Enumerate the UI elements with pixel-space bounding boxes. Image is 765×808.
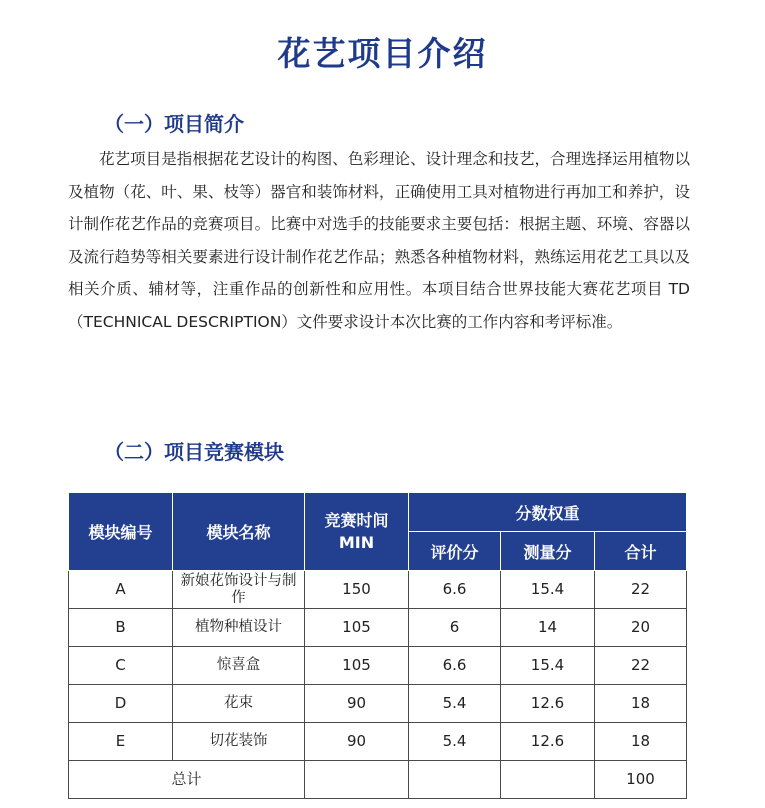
cell-measure: 12.6 [501,723,595,761]
page-title: 花艺项目介绍 [277,34,488,73]
cell-code: E [69,723,173,761]
table-footer-row [69,761,687,799]
cell-eval: 6.6 [409,647,501,685]
cell-total: 18 [595,685,687,723]
table-row [69,609,687,647]
cell-eval: 6.6 [409,571,501,609]
table-row [69,723,687,761]
cell-code: D [69,685,173,723]
header-measure-score: 测量分 [501,532,595,571]
footer-total: 100 [595,761,687,799]
cell-eval: 5.4 [409,685,501,723]
header-module-code: 模块编号 [69,493,173,571]
cell-code: B [69,609,173,647]
header-time [305,493,409,571]
header-eval-score: 评价分 [409,532,501,571]
footer-time-empty [305,761,409,799]
header-score-weight: 分数权重 [409,493,687,532]
cell-total: 18 [595,723,687,761]
cell-total: 20 [595,609,687,647]
cell-time: 90 [305,685,409,723]
table-header-row [69,493,687,532]
modules-table [68,492,687,799]
cell-measure: 14 [501,609,595,647]
intro-paragraph: 花艺项目是指根据花艺设计的构图、色彩理论、设计理念和技艺，合理选择运用植物以及植物（花、叶、果、枝等）器官和装饰材料，正确使用工具对植物进行再加工和养护，设计制作花艺作品的竞赛项目。比赛中对选手的技能要求主要包括：根据主题、环境、容器以及流行趋势等相关要素进行设计制作花艺作品；熟悉各种植物材料，熟练运用花艺工具以及相关介质、辅材等，注重作品的创新性和应用性。本项目结合世界技能大赛花艺项目 TD（TECHNICAL DESCRIPTION）文件要求设计本次比赛的工作内容和考评标准。 [68,150,690,331]
section-heading-intro: （一）项目简介 [104,112,244,136]
cell-time: 90 [305,723,409,761]
cell-code: A [69,571,173,609]
cell-total: 22 [595,647,687,685]
cell-total: 22 [595,571,687,609]
cell-measure: 12.6 [501,685,595,723]
cell-name: 新娘花饰设计与制作 [173,571,305,609]
footer-eval-empty [409,761,501,799]
footer-label: 总计 [69,761,305,799]
cell-measure: 15.4 [501,647,595,685]
table-row [69,647,687,685]
table-row [69,571,687,609]
cell-name: 惊喜盒 [173,647,305,685]
footer-measure-empty [501,761,595,799]
cell-name: 花束 [173,685,305,723]
cell-code: C [69,647,173,685]
cell-time: 150 [305,571,409,609]
table-row [69,685,687,723]
section-heading-modules: （二）项目竞赛模块 [104,440,284,464]
header-total: 合计 [595,532,687,571]
cell-name: 植物种植设计 [173,609,305,647]
header-time-label: 竞赛时间 [324,510,389,530]
cell-name: 切花装饰 [173,723,305,761]
header-time-unit: MIN [338,532,375,552]
cell-time: 105 [305,609,409,647]
cell-eval: 6 [409,609,501,647]
cell-eval: 5.4 [409,723,501,761]
cell-time: 105 [305,647,409,685]
header-module-name: 模块名称 [173,493,305,571]
cell-measure: 15.4 [501,571,595,609]
